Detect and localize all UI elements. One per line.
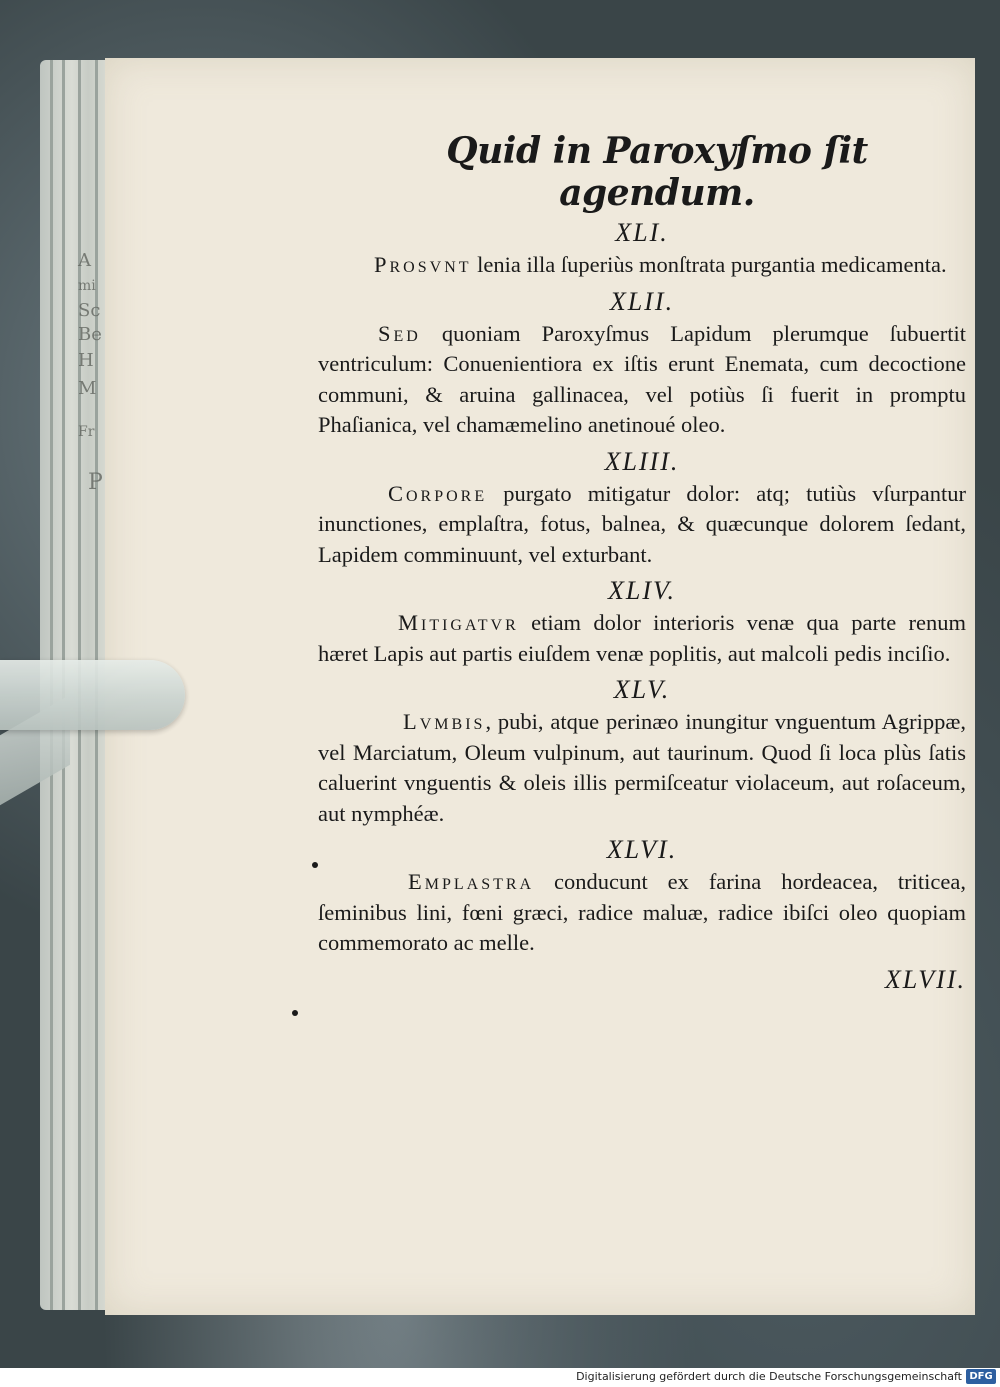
lead-word: Prosvnt xyxy=(374,252,472,277)
section-43 xyxy=(318,445,966,571)
underpage-fragment: M xyxy=(78,378,97,399)
dfg-logo-icon: DFG xyxy=(966,1369,996,1384)
section-numeral: XLV. xyxy=(613,675,671,704)
lead-word: Corpore xyxy=(388,480,488,506)
footer-credit: Digitalisierung gefördert durch die Deutsche Forschungsgemeinschaft xyxy=(576,1370,962,1383)
body-text: quoniam Paroxyſmus Lapidum plerumque ſubuertit ventriculum: Conuenientiora ex iſtis erunt Enemata, cum decoctione communi, & aruina gallinacea, vel potiùs ſi fuerit in promptu Phaſianica, vel chamæmelino anetinoué oleo. xyxy=(318,320,966,437)
section-numeral: XLVI. xyxy=(606,835,678,864)
underpage-fragment: Be xyxy=(78,324,102,345)
lead-word: Mitigatvr xyxy=(398,610,519,635)
page-content xyxy=(318,130,966,997)
body-text: purgato mitigatur dolor: atq; tutiùs vſurpantur inunctiones, emplaſtra, fotus, balnea, & quæcunque dolorem ſedant, Lapidem comminuunt, vel exturbant. xyxy=(318,480,966,567)
underpage-fragment: P xyxy=(88,470,103,495)
ink-speck xyxy=(312,862,318,868)
section-numeral: XLIV. xyxy=(607,576,677,605)
underpage-fragment: Sc xyxy=(78,300,101,321)
section-41 xyxy=(318,216,966,281)
body-text: etiam dolor interioris venæ qua parte renum hæret Lapis aut partis eiuſdem venæ poplitis, aut malcoli pedis inciſio. xyxy=(318,610,966,666)
section-text xyxy=(318,707,966,829)
section-numeral: XLII. xyxy=(609,286,675,316)
section-46 xyxy=(318,833,966,959)
underpage-fragment: mi xyxy=(78,278,96,294)
section-text xyxy=(318,608,966,669)
underpage-fragment: Fr xyxy=(78,424,95,440)
lead-word: Lvmbis xyxy=(403,709,486,734)
section-numeral: XLI. xyxy=(615,218,669,247)
body-text: conducunt ex farina hordeacea, triticea, ſeminibus lini, fœni græci, radice maluæ, radice ibiſci oleo quopiam commemorato ac melle. xyxy=(318,869,966,955)
page-heading: Quid in Paroxyſmo ſit agendum. xyxy=(446,130,868,214)
section-text xyxy=(318,867,966,959)
catchword: XLVII. xyxy=(884,964,966,994)
section-44 xyxy=(318,574,966,669)
section-42 xyxy=(318,285,966,441)
lead-word: Emplastra xyxy=(408,869,535,894)
plastic-clip xyxy=(0,660,185,730)
section-numeral: XLIII. xyxy=(604,446,680,476)
body-text: , pubi, atque perinæo inungitur vnguentum Agrippæ, vel Marciatum, Oleum vulpinum, aut taurinum. Quod ſi loca plùs ſatis caluerint vnguentis & oleis illis permiſceatur violaceum, aut roſaceum, aut nymphéæ. xyxy=(318,709,966,826)
section-text xyxy=(318,319,966,441)
section-text xyxy=(318,479,966,571)
section-45 xyxy=(318,673,966,829)
body-text: lenia illa ſuperiùs monſtrata purgantia medicamenta. xyxy=(471,252,947,277)
underpage-fragment: A xyxy=(78,250,91,271)
section-text xyxy=(318,250,966,281)
lead-word: Sed xyxy=(378,320,421,346)
ink-speck xyxy=(292,1010,298,1016)
underpage-fragment: H xyxy=(78,350,94,371)
